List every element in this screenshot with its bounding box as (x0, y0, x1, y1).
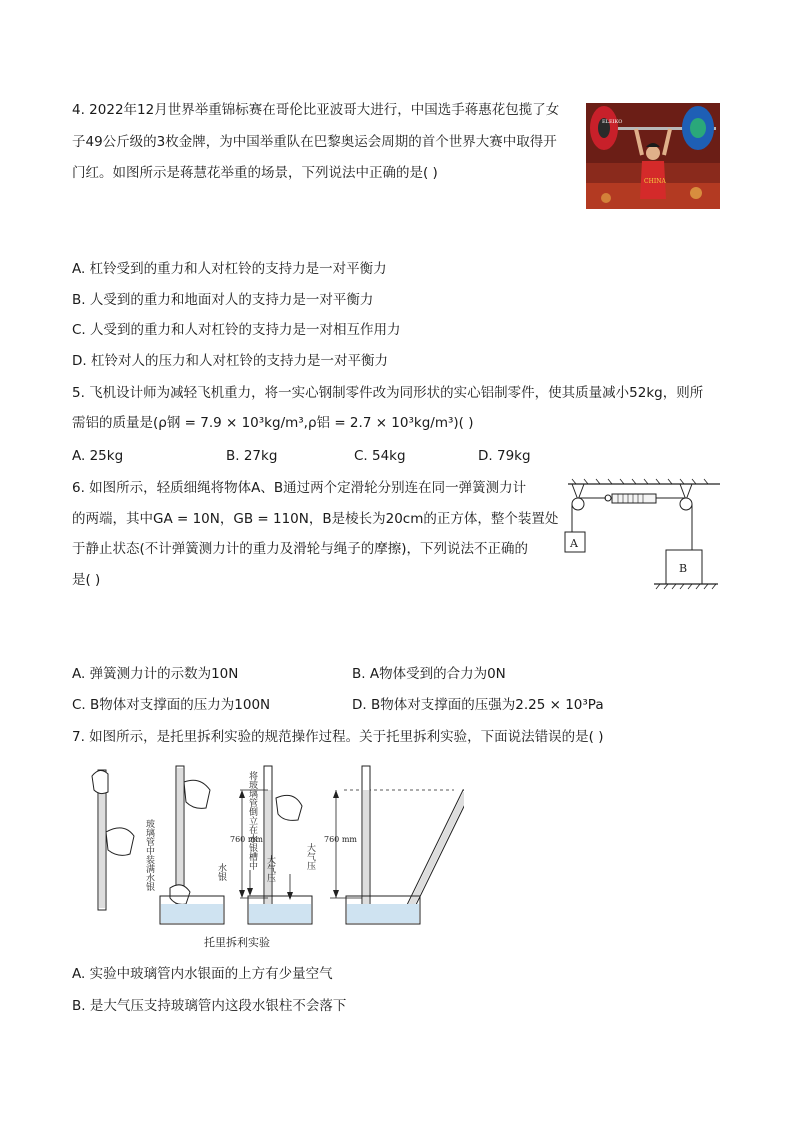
fig-label-5: 760 mm (230, 835, 263, 844)
q4-stem-line2: 子49公斤级的3枚金牌，为中国举重队在巴黎奥运会周期的首个世界大赛中取得开 (72, 134, 557, 150)
q5-option-d: D. 79kg (478, 448, 531, 464)
q6-stem-line3: 于静止状态(不计弹簧测力计的重力及滑轮与绳子的摩擦)，下列说法不正确的 (72, 541, 529, 557)
q6-option-b: B. A物体受到的合力为0N (352, 666, 506, 682)
fig-label-6: 大气压 (288, 843, 315, 853)
q6-option-c: C. B物体对支撑面的压力为100N (72, 697, 271, 713)
q4-option-c: C. 人受到的重力和人对杠铃的支持力是一对相互作用力 (72, 322, 401, 338)
q6-option-a: A. 弹簧测力计的示数为10N (72, 666, 239, 682)
shirt-text: CHINA (644, 178, 666, 185)
block-b-label: B (679, 562, 688, 575)
q6-option-d: D. B物体对支撑面的压强为2.25 × 10³Pa (352, 697, 604, 713)
q5-stem-line2: 需铝的质量是(ρ钢 = 7.9 × 10³kg/m³,ρ铝 = 2.7 × 10³kg/m³)( ) (72, 415, 474, 431)
q6-stem-line2: 的两端，其中GA = 10N，GB = 110N，B是棱长为20cm的正方体，整个装置处 (72, 511, 559, 527)
fig-label-7: 760 mm (324, 835, 357, 844)
figure-caption: 托里拆利实验 (204, 936, 270, 949)
q4-option-a: A. 杠铃受到的重力和人对杠铃的支持力是一对平衡力 (72, 261, 387, 277)
q4-stem-line1: 4. 2022年12月世界举重锦标赛在哥伦比亚波哥大进行，中国选手蒋惠花包揽了女 (72, 102, 560, 118)
q5-stem-line1: 5. 飞机设计师为减轻飞机重力，将一实心钢制零件改为同形状的实心铝制零件，使其质量减小52kg，则所 (72, 385, 704, 401)
svg-text:大气压 (288, 842, 316, 870)
svg-text:将玻璃管倒立在水银槽中 (158, 770, 258, 871)
q4-stem-line3: 门红。如图所示是蒋慧花举重的场景，下列说法中正确的是( ) (72, 165, 438, 181)
weightlifting-photo (586, 103, 720, 209)
q5-option-c: C. 54kg (354, 448, 406, 464)
svg-text:水银 (208, 862, 227, 882)
q7-option-b: B. 是大气压支持玻璃管内这段水银柱不会落下 (72, 998, 347, 1014)
fig-label-2: 将玻璃管倒立在水银槽中 (158, 771, 257, 781)
fig-label-4: 大气压 (248, 855, 275, 865)
q4-option-d: D. 杠铃对人的压力和人对杠铃的支持力是一对平衡力 (72, 353, 388, 369)
block-a-label: A (570, 537, 578, 550)
q7-option-a: A. 实验中玻璃管内水银面的上方有少量空气 (72, 966, 333, 982)
q7-stem: 7. 如图所示，是托里拆利实验的规范操作过程。关于托里拆利实验，下面说法错误的是( ) (72, 729, 604, 745)
fig-label-3: 水银 (208, 863, 226, 873)
fig-label-1-text: 玻璃管中装满水银 (82, 819, 154, 829)
torricelli-experiment-figure (72, 762, 464, 952)
q5-option-b: B. 27kg (226, 448, 278, 464)
q5-option-a: A. 25kg (72, 448, 124, 464)
q6-stem-line1: 6. 如图所示，轻质细绳将物体A、B通过两个定滑轮分别连在同一弹簧测力计 (72, 480, 527, 496)
pulley-spring-diagram (562, 478, 724, 594)
q6-stem-line4: 是( ) (72, 572, 101, 588)
q4-option-b: B. 人受到的重力和地面对人的支持力是一对平衡力 (72, 292, 374, 308)
plate-text: ELEIKO (602, 119, 623, 125)
